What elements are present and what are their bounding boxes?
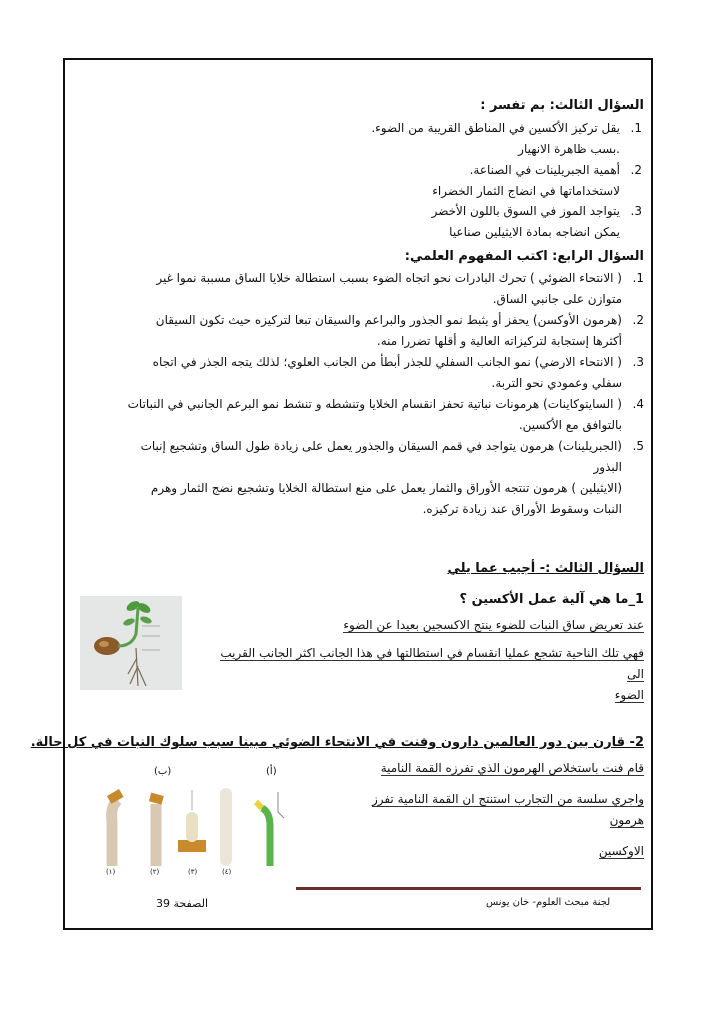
- q4-item-5-line-2: البذور: [593, 460, 622, 474]
- seedling-image: [80, 596, 182, 690]
- q3b-ans1-line-1: عند تعريض ساق النبات للضوء ينتج الاكسجين بعيدا عن الضوء: [343, 618, 644, 632]
- q4-item-6: [114, 478, 644, 520]
- q4-item-6-line-2: النبات وسقوط الأوراق عند زيادة تركيزه.: [422, 502, 622, 516]
- q4-list: [114, 268, 644, 520]
- q4-item-5: [114, 436, 644, 478]
- q3b-ans2-line-2: واجري سلسة من التجارب استنتج ان القمة النامية تفرز هرمون: [371, 792, 644, 827]
- footer-committee: لجنة مبحث العلوم- خان يونس: [486, 897, 611, 908]
- q3b-ans1-line-3: الضوء: [614, 688, 644, 702]
- seedling-drawing: [80, 596, 182, 690]
- caption-3: (٣): [188, 868, 198, 876]
- q3-item-2: [162, 160, 642, 202]
- q4-item-2: [114, 310, 644, 352]
- figure-label-b: (ب): [154, 766, 172, 777]
- q3-item-2-a: لاستخداماتها في انضاج الثمار الخضراء: [432, 184, 620, 198]
- q4-item-3-line-2: سفلي وعمودي نحو التربة.: [491, 376, 622, 390]
- q4-item-1-num: 1.: [632, 271, 644, 285]
- q4-item-3: [114, 352, 644, 394]
- q3b-sub1: 1_ما هي آلية عمل الأكسين ؟: [459, 592, 644, 607]
- q4-item-3-line-1: ( الانتحاء الارضي) نمو الجانب السفلي للجذر أبطأ من الجانب العلوي؛ لذلك يتجه الجذر في اتجاه: [152, 355, 622, 369]
- q4-item-5-line-1: (الجبريلينات) هرمون يتواجد في قمم السيقان والجذور يعمل على زيادة طول الساق وتشجيع إنبات: [140, 439, 622, 453]
- q4-item-6-line-1: (الايثيلين ) هرمون تنتجه الأوراق والثمار يعمل على منع استطالة الخلايا وتشجيع نضج الثمار وهرم: [150, 481, 622, 495]
- q3b-ans2-line-1: قام فنت باستخلاص الهرمون الذي تفرزه القمة النامية: [380, 761, 644, 775]
- q4-item-5-num: 5.: [632, 439, 644, 453]
- q3-item-1-num: 1.: [630, 121, 642, 135]
- q3b-sub2: 2- قارن بين دور العالمين دارون وفنت في الانتحاء الضوئي مبينا سبب سلوك النبات في كل حالة.: [30, 735, 644, 750]
- q4-item-4-line-1: ( السايتوكاينات) هرمونات نباتية تحفز انقسام الخلايا وتنشطه و تنشط نمو البرعم الجانبي في النباتات: [127, 397, 622, 411]
- q3-item-3-num: 3.: [630, 204, 642, 218]
- caption-1: (١): [106, 868, 116, 876]
- q4-item-2-line-2: أكثرها إستجابة لتركيزاته العالية و أقلها تضررا منه.: [376, 334, 622, 348]
- q3-item-1: [162, 118, 642, 160]
- q3-item-2-q: أهمية الجبريلينات في الصناعة.: [469, 163, 620, 177]
- q3-item-1-q: يقل تركيز الأكسين في المناطق القريبة من الضوء.: [371, 121, 620, 135]
- footer-rule: [296, 887, 641, 890]
- caption-4: (٤): [222, 868, 232, 876]
- caption-2: (٢): [150, 868, 160, 876]
- q3-item-3-q: يتواجد الموز في السوق باللون الأخضر: [431, 204, 620, 218]
- q3b-ans1-line-2: فهي تلك الناحية تشجع عمليا انقسام في استطالتها في هذا الجانب اكثر الجانب القريب الى: [220, 646, 644, 681]
- q3-item-1-a: .بسب ظاهرة الانهيار: [518, 142, 620, 156]
- q3b-title: السؤال الثالث :- أجيب عما يلي: [447, 561, 644, 576]
- q4-item-4: [114, 394, 644, 436]
- q3b-ans2-line-3: الاوكسين: [598, 844, 644, 858]
- q4-title: السؤال الرابع: اكتب المفهوم العلمي:: [404, 249, 644, 264]
- q3b-answer-1: [204, 615, 644, 706]
- q3-title: السؤال الثالث: بم تفسر :: [480, 98, 644, 113]
- q4-item-1-line-2: متوازن على جانبي الساق.: [492, 292, 622, 306]
- q3-item-2-num: 2.: [630, 163, 642, 177]
- q4-item-4-line-2: بالتوافق مع الأكسين.: [518, 418, 622, 432]
- q4-item-2-line-1: (هرمون الأوكسن) يحفز أو يثبط نمو الجذور والبراعم والسيقان تبعا لتركيزه حيث تكون السيقان: [155, 313, 622, 327]
- experiment-illustrations: [94, 782, 306, 868]
- q4-item-3-num: 3.: [632, 355, 644, 369]
- q3-item-3-a: يمكن انضاجه بمادة الايثيلين صناعيا: [449, 225, 620, 239]
- phototropism-figure: [94, 764, 306, 882]
- q4-item-2-num: 2.: [632, 313, 644, 327]
- q3b-answer-2: [344, 758, 644, 862]
- q4-item-1-line-1: ( الانتحاء الضوئي ) تحرك البادرات نحو اتجاه الضوء بسبب استطالة خلايا الساق مسببة نموا غير: [156, 271, 622, 285]
- figure-label-a: (أ): [266, 766, 277, 777]
- page-number: الصفحة 39: [156, 897, 209, 910]
- q3-item-3: [162, 201, 642, 243]
- q4-item-1: [114, 268, 644, 310]
- q4-item-4-num: 4.: [632, 397, 644, 411]
